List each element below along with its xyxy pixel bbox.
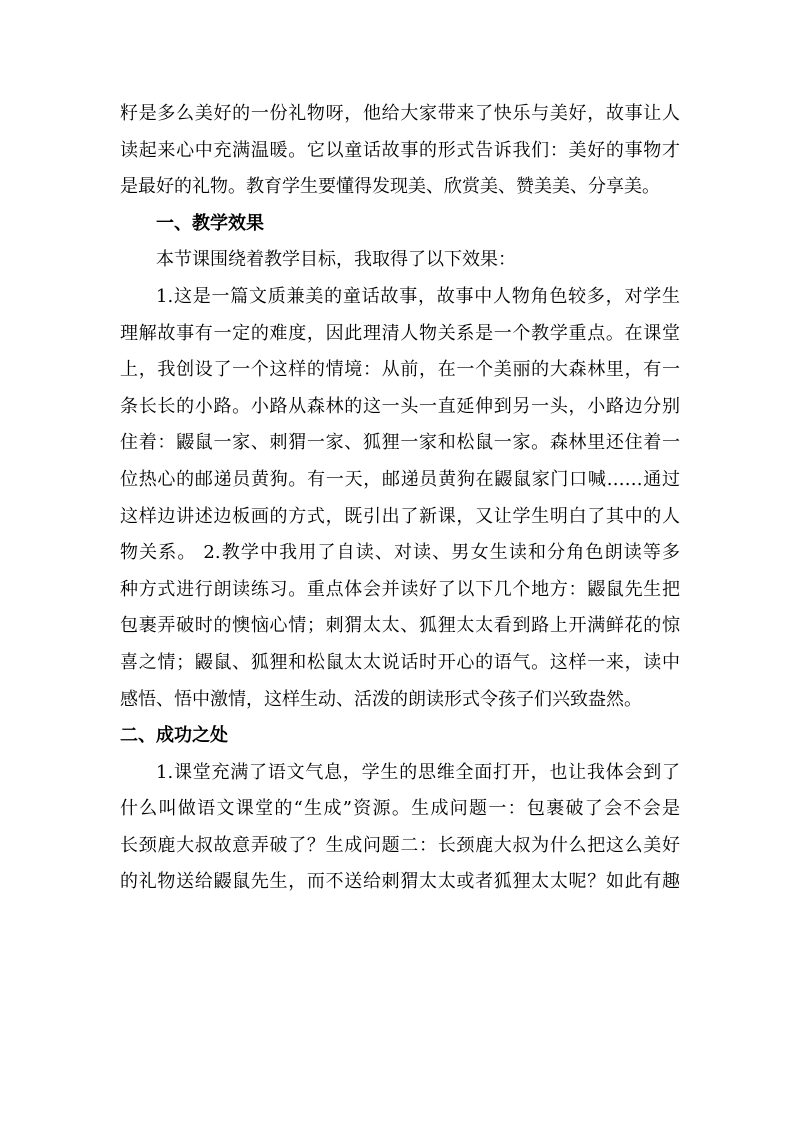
text-line: 是最好的礼物。教育学生要懂得发现美、欣赏美、赞美美、分享美。 [120,176,660,198]
text-line: 喜之情；鼹鼠、狐狸和松鼠太太说话时开心的语气。这样一来，读中 [120,651,680,673]
section-heading-successes: 二、成功之处 [120,725,228,747]
text-line: 条长长的小路。小路从森林的这一头一直延伸到另一头，小路边分别 [120,395,680,417]
text-line: 1.课堂充满了语文气息，学生的思维全面打开，也让我体会到了 [156,761,680,783]
text-line: 的礼物送给鼹鼠先生，而不送给刺猬太太或者狐狸太太呢？如此有趣 [120,871,680,893]
text-line: 长颈鹿大叔故意弄破了？生成问题二：长颈鹿大叔为什么把这么美好 [120,834,680,856]
text-line: 包裹弄破时的懊恼心情；刺猬太太、狐狸太太看到路上开满鲜花的惊 [120,615,680,637]
text-line: 这样边讲述边板画的方式，既引出了新课，又让学生明白了其中的人 [120,505,680,527]
text-line: 理解故事有一定的难度，因此理清人物关系是一个教学重点。在课堂 [120,322,680,344]
text-line: 物关系。 2.教学中我用了自读、对读、男女生读和分角色朗读等多 [120,542,680,564]
text-line: 本节课围绕着教学目标，我取得了以下效果： [156,249,516,271]
text-line: 1.这是一篇文质兼美的童话故事，故事中人物角色较多，对学生 [156,285,680,307]
text-line: 上，我创设了一个这样的情境：从前，在一个美丽的大森林里，有一 [120,359,680,381]
text-line: 位热心的邮递员黄狗。有一天，邮递员黄狗在鼹鼠家门口喊……通过 [120,468,680,490]
text-line: 住着：鼹鼠一家、刺猬一家、狐狸一家和松鼠一家。森林里还住着一 [120,432,680,454]
text-line: 什么叫做语文课堂的“生成”资源。生成问题一：包裹破了会不会是 [120,798,680,820]
text-line: 籽是多么美好的一份礼物呀，他给大家带来了快乐与美好，故事让人 [120,103,680,124]
text-line: 读起来心中充满温暖。它以童话故事的形式告诉我们：美好的事物才 [120,139,680,161]
document-body [120,96,680,901]
section-heading-teaching-effect: 一、教学效果 [156,212,264,234]
text-line: 感悟、悟中激情，这样生动、活泼的朗读形式令孩子们兴致盎然。 [120,688,642,710]
text-line: 种方式进行朗读练习。重点体会并读好了以下几个地方：鼹鼠先生把 [120,578,680,600]
